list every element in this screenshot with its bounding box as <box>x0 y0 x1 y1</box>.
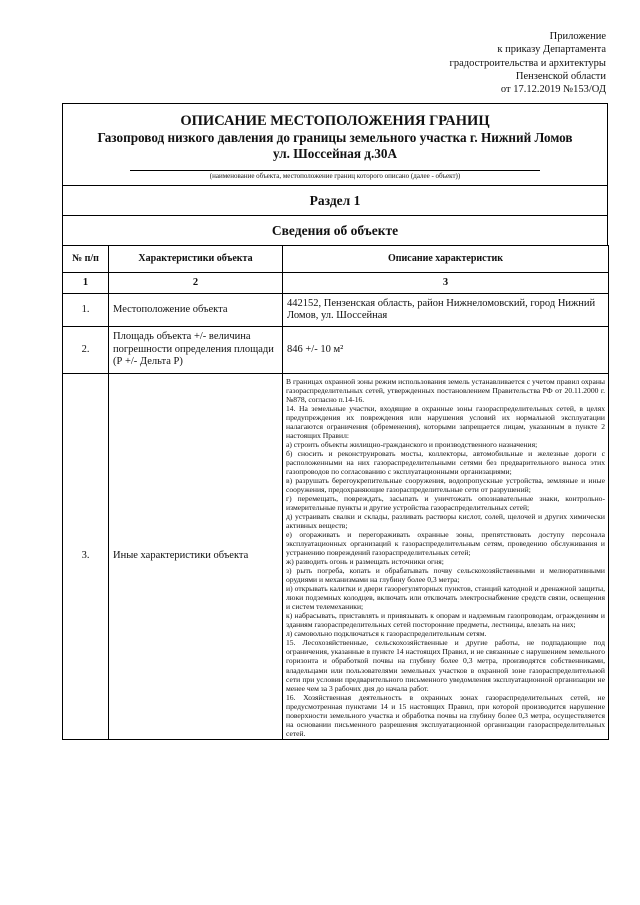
appendix-line: Пензенской области <box>515 70 606 82</box>
restriction-paragraph: 14. На земельные участки, входящие в охранные зоны газораспределительных сетей, в целях предупреждения их повреждения или нарушения условий их нормальной эксплуатации налагаются ограничения (обременения), которыми запрещается лицам, указанным в пункте 2 настоящих Правил: <box>286 404 605 441</box>
table-row <box>63 294 609 327</box>
restriction-paragraph: д) устраивать свалки и склады, разливать растворы кислот, солей, щелочей и других химически активных веществ; <box>286 512 605 531</box>
characteristics-table <box>62 245 609 740</box>
appendix-block <box>450 30 606 96</box>
restriction-paragraph: в) разрушать берегоукрепительные сооружения, водопропускные устройства, земляные и иные сооружения, предохраняющие газораспределительные сети от разрушений; <box>286 476 605 495</box>
row-description: 442152, Пензенская область, район Нижнеломовский, город Нижний Ломов, ул. Шоссейная <box>283 294 609 327</box>
restriction-paragraph: и) открывать калитки и двери газорегуляторных пунктов, станций катодной и дренажной защиты, люки подземных колодцев, включать или отключать электроснабжение средств связи, освещения и систем телемеханики; <box>286 584 605 612</box>
object-name-line2: ул. Шоссейная д.30А <box>273 146 397 161</box>
appendix-line: Приложение <box>549 31 606 42</box>
row-characteristic: Площадь объекта +/- величина погрешности определения площади (Р +/- Дельта Р) <box>109 327 283 374</box>
table-row <box>63 374 609 740</box>
page-title: ОПИСАНИЕ МЕСТОПОЛОЖЕНИЯ ГРАНИЦ <box>180 113 490 129</box>
table-row <box>63 327 609 374</box>
restriction-paragraph: б) сносить и реконструировать мосты, коллекторы, автомобильные и железные дороги с расположенными на них газораспределительными сетями без предварительного выноса этих газопроводов по согласованию с эксплуатационными организациями; <box>286 449 605 477</box>
appendix-line: от 17.12.2019 №153/ОД <box>500 84 606 96</box>
document-form <box>62 103 608 740</box>
column-header: № п/п <box>63 246 109 273</box>
restriction-paragraph: 15. Лесохозяйственные, сельскохозяйственные и другие работы, не подпадающие под ограничения, указанные в пункте 14 настоящих Правил, и не связанные с нарушением земельного горизонта и обработкой почвы на глубину более 0,3 метра, производятся собственниками, владельцами или пользователями земельных участков в охранной зоне газораспределительной сети при условии предварительного письменного уведомления эксплуатационной организации не менее чем за 3 рабочих дня до начала работ. <box>286 638 605 693</box>
row-number: 3. <box>63 374 109 740</box>
restriction-paragraph: г) перемещать, повреждать, засыпать и уничтожать опознавательные знаки, контрольно-измерительные пункты и другие устройства газораспределительных сетей; <box>286 494 605 513</box>
row-description: 846 +/- 10 м² <box>283 327 609 374</box>
column-header: Характеристики объекта <box>109 246 283 273</box>
header-table <box>62 103 608 246</box>
row-characteristic: Иные характеристики объекта <box>109 374 283 740</box>
appendix-line: к приказу Департамента <box>497 44 606 56</box>
restriction-paragraph: з) рыть погреба, копать и обрабатывать почву сельскохозяйственными и мелиоративными орудиями и механизмами на глубину более 0,3 метра; <box>286 566 605 585</box>
restriction-paragraph: а) строить объекты жилищно-гражданского и производственного назначения; <box>286 440 538 450</box>
restriction-paragraph: к) набрасывать, приставлять и привязывать к опорам и надземным газопроводам, ограждениям и зданиям газораспределительных сетей посторонние предметы, лестницы, влезать на них; <box>286 611 605 630</box>
column-number-row <box>63 273 609 294</box>
table-header-row <box>63 246 609 273</box>
row-number: 2. <box>63 327 109 374</box>
restriction-paragraph: В границах охранной зоны режим использования земель устанавливается с учетом правил охраны газораспределительных сетей, утвержденных постановлением Правительства РФ от 20.11.2000 г. №878, согласно п.14-16. <box>286 377 605 405</box>
restriction-paragraph: 16. Хозяйственная деятельность в охранных зонах газораспределительных сетей, не предусмотренная пунктами 14 и 15 настоящих Правил, при которой производится нарушение поверхности земельного участка и обработка почвы на глубину более 0,3 метра, осуществляется на основании письменного разрешения эксплуатационной организации газораспределительных сетей. <box>286 692 605 738</box>
row-description-long <box>283 374 609 740</box>
row-characteristic: Местоположение объекта <box>109 294 283 327</box>
column-number: 2 <box>109 273 283 294</box>
column-header: Описание характеристик <box>283 246 609 273</box>
column-number: 1 <box>63 273 109 294</box>
row-number: 1. <box>63 294 109 327</box>
restriction-paragraph: ж) разводить огонь и размещать источники огня; <box>286 557 444 567</box>
object-name-line1: Газопровод низкого давления до границы земельного участка г. Нижний Ломов <box>97 130 573 145</box>
appendix-line: градостроительства и архитектуры <box>449 57 606 69</box>
section-number: Раздел 1 <box>63 186 608 216</box>
section-title: Сведения об объекте <box>63 216 608 246</box>
object-caption: (наименование объекта, местоположение границ которого описано (далее - объект)) <box>130 170 540 181</box>
restriction-paragraph: е) огораживать и перегораживать охранные зоны, препятствовать доступу персонала эксплуатационных организаций к газораспределительным сетям, проведению обслуживания и устранению повреждений газораспределительных сетей; <box>286 530 605 558</box>
column-number: 3 <box>283 273 609 294</box>
title-cell <box>63 104 608 186</box>
restriction-paragraph: л) самовольно подключаться к газораспределительным сетям. <box>286 629 487 639</box>
